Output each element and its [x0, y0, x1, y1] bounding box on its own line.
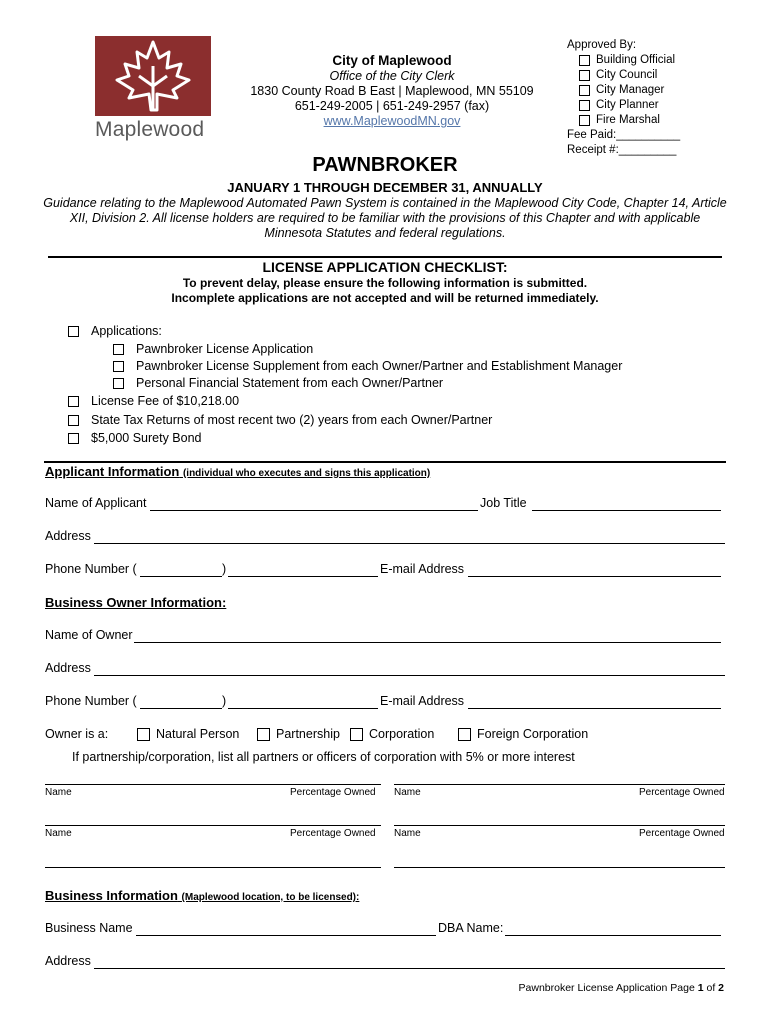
dba-label: DBA Name: [438, 921, 504, 935]
approval-item[interactable]: Building Official [567, 53, 680, 68]
checkbox[interactable] [68, 326, 79, 337]
applicant-email-field[interactable] [468, 576, 721, 577]
form-title: PAWNBROKER [312, 154, 458, 176]
logo-wordmark: Maplewood [95, 118, 205, 141]
paren-close: ) [222, 562, 227, 576]
owner-name-label: Name of Owner [45, 628, 133, 642]
partner-line[interactable] [45, 784, 381, 785]
owner-phone-label: Phone Number ( [45, 694, 137, 708]
owner-type-label: Owner is a: [45, 727, 109, 741]
business-address-field[interactable] [94, 968, 725, 969]
applicant-address-label: Address [45, 529, 91, 543]
owner-phone-field[interactable] [228, 708, 378, 709]
partners-note: If partnership/corporation, list all partners or officers of corporation with 5% or more interest [72, 750, 575, 764]
checklist-subitem[interactable]: Pawnbroker License Supplement from each Owner/Partner and Establishment Manager [113, 359, 622, 373]
approval-item[interactable]: City Council [567, 68, 680, 83]
checkbox[interactable] [579, 70, 590, 81]
partner-pct-caption: Percentage Owned [639, 787, 725, 798]
partner-name-caption: Name [45, 787, 72, 798]
owner-address-label: Address [45, 661, 91, 675]
approved-by-panel [567, 38, 680, 158]
owner-area-code-field[interactable] [140, 708, 222, 709]
guidance-text: Guidance relating to the Maplewood Automated Pawn System is contained in the Maplewood City Code, Chapter 14, Article XII, Division 2. All license holders are required to be familiar with the provisions of this Chapter and with applicable Minnesota Statutes and federal regulations. [43, 196, 727, 240]
approved-by-label: Approved By: [567, 39, 637, 51]
owner-address-field[interactable] [94, 675, 725, 676]
partner-line[interactable] [394, 867, 725, 868]
owner-name-field[interactable] [134, 642, 721, 643]
owner-type-foreign-corporation[interactable]: Foreign Corporation [458, 727, 588, 741]
fee-paid-field[interactable]: Fee Paid:__________ [567, 129, 681, 141]
applicant-email-label: E-mail Address [380, 562, 465, 576]
partner-pct-caption: Percentage Owned [639, 828, 725, 839]
checklist-item-applications[interactable]: Applications: [68, 324, 162, 338]
receipt-field[interactable]: Receipt #:_________ [567, 144, 677, 156]
applicant-phone-label: Phone Number ( [45, 562, 137, 576]
checklist-item[interactable]: $5,000 Surety Bond [68, 431, 202, 445]
divider [48, 256, 722, 258]
partner-line[interactable] [394, 784, 725, 785]
owner-type-corporation[interactable]: Corporation [350, 727, 434, 741]
office-name: Office of the City Clerk [329, 69, 455, 83]
dba-field[interactable] [505, 935, 721, 936]
owner-email-field[interactable] [468, 708, 721, 709]
owner-type-natural-person[interactable]: Natural Person [137, 727, 239, 741]
approval-item[interactable]: Fire Marshal [567, 113, 680, 128]
owner-email-label: E-mail Address [380, 694, 465, 708]
paren-close: ) [222, 694, 227, 708]
business-name-label: Business Name [45, 921, 133, 935]
maplewood-logo [95, 36, 211, 116]
business-address-label: Address [45, 954, 91, 968]
partner-line[interactable] [45, 825, 381, 826]
owner-type-partnership[interactable]: Partnership [257, 727, 340, 741]
checkbox[interactable] [579, 85, 590, 96]
checkbox[interactable] [458, 728, 471, 741]
applicant-name-field[interactable] [150, 510, 478, 511]
owner-heading: Business Owner Information: [45, 595, 227, 610]
applicant-heading: Applicant Information (individual who executes and signs this application) [45, 464, 431, 479]
applicant-phone-field[interactable] [228, 576, 378, 577]
page-footer: Pawnbroker License Application Page 1 of 2 [518, 982, 724, 994]
checkbox[interactable] [579, 55, 590, 66]
checklist-title: LICENSE APPLICATION CHECKLIST: [262, 259, 508, 275]
checklist-note: Incomplete applications are not accepted and will be returned immediately. [171, 291, 599, 305]
business-heading: Business Information (Maplewood location, to be licensed): [45, 888, 360, 903]
checklist-subitem[interactable]: Pawnbroker License Application [113, 342, 313, 356]
maple-leaf-icon [95, 36, 211, 116]
job-title-field[interactable] [532, 510, 721, 511]
partner-line[interactable] [45, 867, 381, 868]
checkbox[interactable] [257, 728, 270, 741]
checkbox[interactable] [137, 728, 150, 741]
business-name-field[interactable] [136, 935, 436, 936]
checkbox[interactable] [113, 361, 124, 372]
office-address: 1830 County Road B East | Maplewood, MN 55109 [250, 84, 534, 98]
partner-name-caption: Name [394, 787, 421, 798]
checkbox[interactable] [68, 415, 79, 426]
form-subtitle: JANUARY 1 THROUGH DECEMBER 31, ANNUALLY [227, 180, 543, 195]
checklist-item[interactable]: License Fee of $10,218.00 [68, 394, 239, 408]
website-link[interactable]: www.MaplewoodMN.gov [323, 114, 461, 128]
approval-item[interactable]: City Planner [567, 98, 680, 113]
checklist-note: To prevent delay, please ensure the following information is submitted. [182, 276, 588, 290]
approval-item[interactable]: City Manager [567, 83, 680, 98]
checkbox[interactable] [579, 115, 590, 126]
checkbox[interactable] [68, 433, 79, 444]
city-name: City of Maplewood [332, 53, 452, 68]
checkbox[interactable] [579, 100, 590, 111]
partner-pct-caption: Percentage Owned [290, 828, 376, 839]
checkbox[interactable] [350, 728, 363, 741]
applicant-area-code-field[interactable] [140, 576, 222, 577]
checkbox[interactable] [113, 378, 124, 389]
checklist-subitem[interactable]: Personal Financial Statement from each Owner/Partner [113, 376, 443, 390]
checkbox[interactable] [113, 344, 124, 355]
divider [44, 461, 726, 463]
applicant-address-field[interactable] [94, 543, 725, 544]
checklist-item[interactable]: State Tax Returns of most recent two (2) years from each Owner/Partner [68, 413, 492, 427]
applicant-name-label: Name of Applicant [45, 496, 147, 510]
partner-line[interactable] [394, 825, 725, 826]
job-title-label: Job Title [480, 496, 527, 510]
partner-pct-caption: Percentage Owned [290, 787, 376, 798]
checkbox[interactable] [68, 396, 79, 407]
partner-name-caption: Name [45, 828, 72, 839]
office-phone: 651-249-2005 | 651-249-2957 (fax) [294, 99, 490, 113]
partner-name-caption: Name [394, 828, 421, 839]
